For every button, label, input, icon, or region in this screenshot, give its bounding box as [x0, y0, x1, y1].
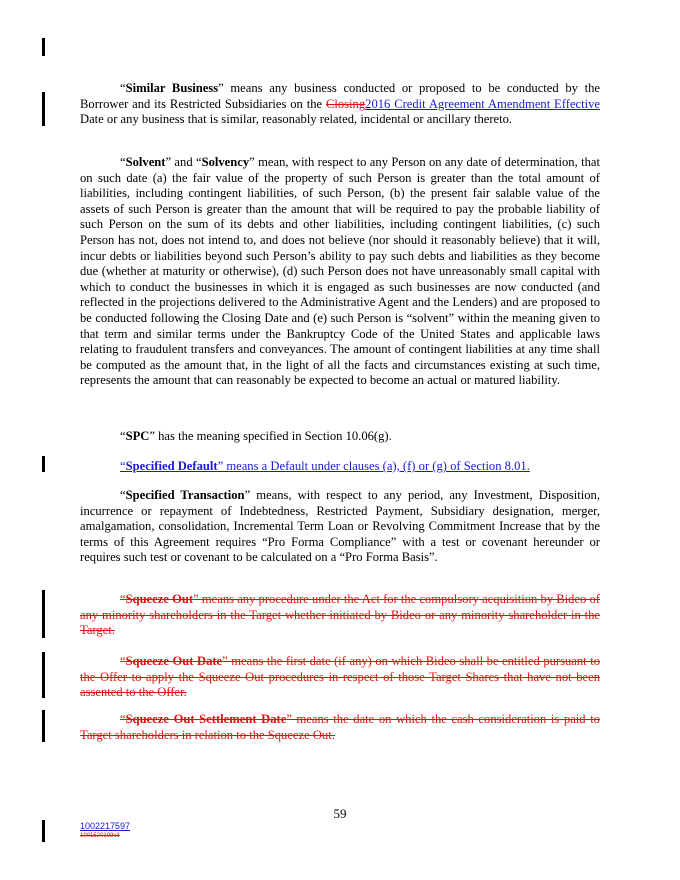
change-bar	[42, 456, 45, 472]
defined-term: Specified Transaction	[125, 488, 245, 502]
definition-specified-transaction: “Specified Transaction” means, with respect to any period, any Investment, Disposition, incurrence or repayment of Indebtedness, Restricted Payment, Subsidiary designation, merger, amalgamation, consolidation, Incremental Term Loan or Revolving Commitment Increase that by the terms of this Agreement requires “Pro Forma Compliance” with a test or covenant hereunder or requires such test or covenant to be calculated on a “Pro Forma Basis”.	[80, 488, 601, 565]
change-bar	[42, 590, 45, 638]
defined-term: Squeeze Out	[125, 592, 194, 606]
definition-specified-default	[80, 459, 600, 475]
deleted-text: “Squeeze Out Date” means the first date (if any) on which Bideo shall be entitled pursuant to the Offer to apply the Squeeze Out procedures in respect of those Target Shares that have not been assented to the Offer.	[80, 654, 600, 700]
defined-term: Squeeze Out Date	[125, 654, 223, 668]
defined-term: SPC	[125, 429, 150, 443]
change-bar	[42, 38, 45, 56]
defined-term: Solvent	[125, 155, 166, 169]
definition-squeeze-out	[80, 592, 600, 639]
defined-term: Squeeze Out Settlement Date	[125, 712, 287, 726]
deleted-text: “Squeeze Out Settlement Date” means the date on which the cash consideration is paid to Target shareholders in relation to the Squeeze Out.	[80, 712, 600, 742]
defined-term: Similar Business	[125, 81, 219, 95]
definition-squeeze-out-date	[80, 654, 600, 701]
page-number: 59	[333, 806, 347, 821]
document-id: 1002217597	[80, 821, 131, 831]
defined-term: Solvency	[201, 155, 250, 169]
document-id-deleted: 1001520109v3	[80, 833, 120, 839]
change-bar	[42, 92, 45, 126]
deleted-text: Closing	[325, 96, 366, 111]
definition-squeeze-out-settlement-date	[80, 712, 600, 743]
definition-similar-business: “Similar Business” means any business conducted or proposed to be conducted by the Borrower and its Restricted Subsidiaries on the Closing2016 Credit Agreement Amendment Effective Date or any business that is similar, reasonably related, incidental or ancillary thereto.	[80, 81, 600, 127]
deleted-text: “Squeeze Out” means any procedure under the Act for the compulsory acquisition by Bideo of any minority shareholders in the Target whether initiated by Bideo or any minority shareholder in the Target.	[80, 592, 601, 638]
inserted-text: 2016 Credit Agreement Amendment Effective	[365, 96, 600, 111]
change-bar	[42, 710, 45, 742]
change-bar	[42, 652, 45, 698]
change-bar	[42, 820, 45, 842]
definition-spc: “SPC” has the meaning specified in Section 10.06(g).	[120, 429, 392, 443]
definition-solvent: “Solvent” and “Solvency” mean, with respect to any Person on any date of determination, that on such date (a) the fair value of the property of such Person is greater than the total amount of liabilities, including contingent liabilities, of such Person, (b) the present fair salable value of the assets of such Person is greater than the amount that will be required to pay the probable liability of such Person on the sum of its debts and other liabilities, including contingent liabilities, (c) such Person has not, does not intend to, and does not believe (nor should it reasonably believe) that it will, incur debts or liabilities beyond such Person’s ability to pay such debts and liabilities as they become due (whether at maturity or otherwise), (d) such Person does not have unreasonably small capital with which to conduct the businesses in which it is engaged as such businesses are now conducted (and reflected in the projections delivered to the Administrative Agent and the Lenders) and are proposed to be conducted following the Closing Date and (e) such Person is “solvent” within the meaning given to that term and similar terms under the Bankruptcy Code of the United States and applicable laws relating to fraudulent transfers and conveyances. The amount of contingent liabilities at any time shall be computed as the amount that, in the light of all the facts and circumstances existing at such time, represents the amount that can reasonably be expected to become an actual or matured liability.	[80, 155, 600, 388]
inserted-text: “Specified Default” means a Default under clauses (a), (f) or (g) of Section 8.01.	[120, 459, 530, 473]
defined-term: Specified Default	[125, 459, 218, 473]
